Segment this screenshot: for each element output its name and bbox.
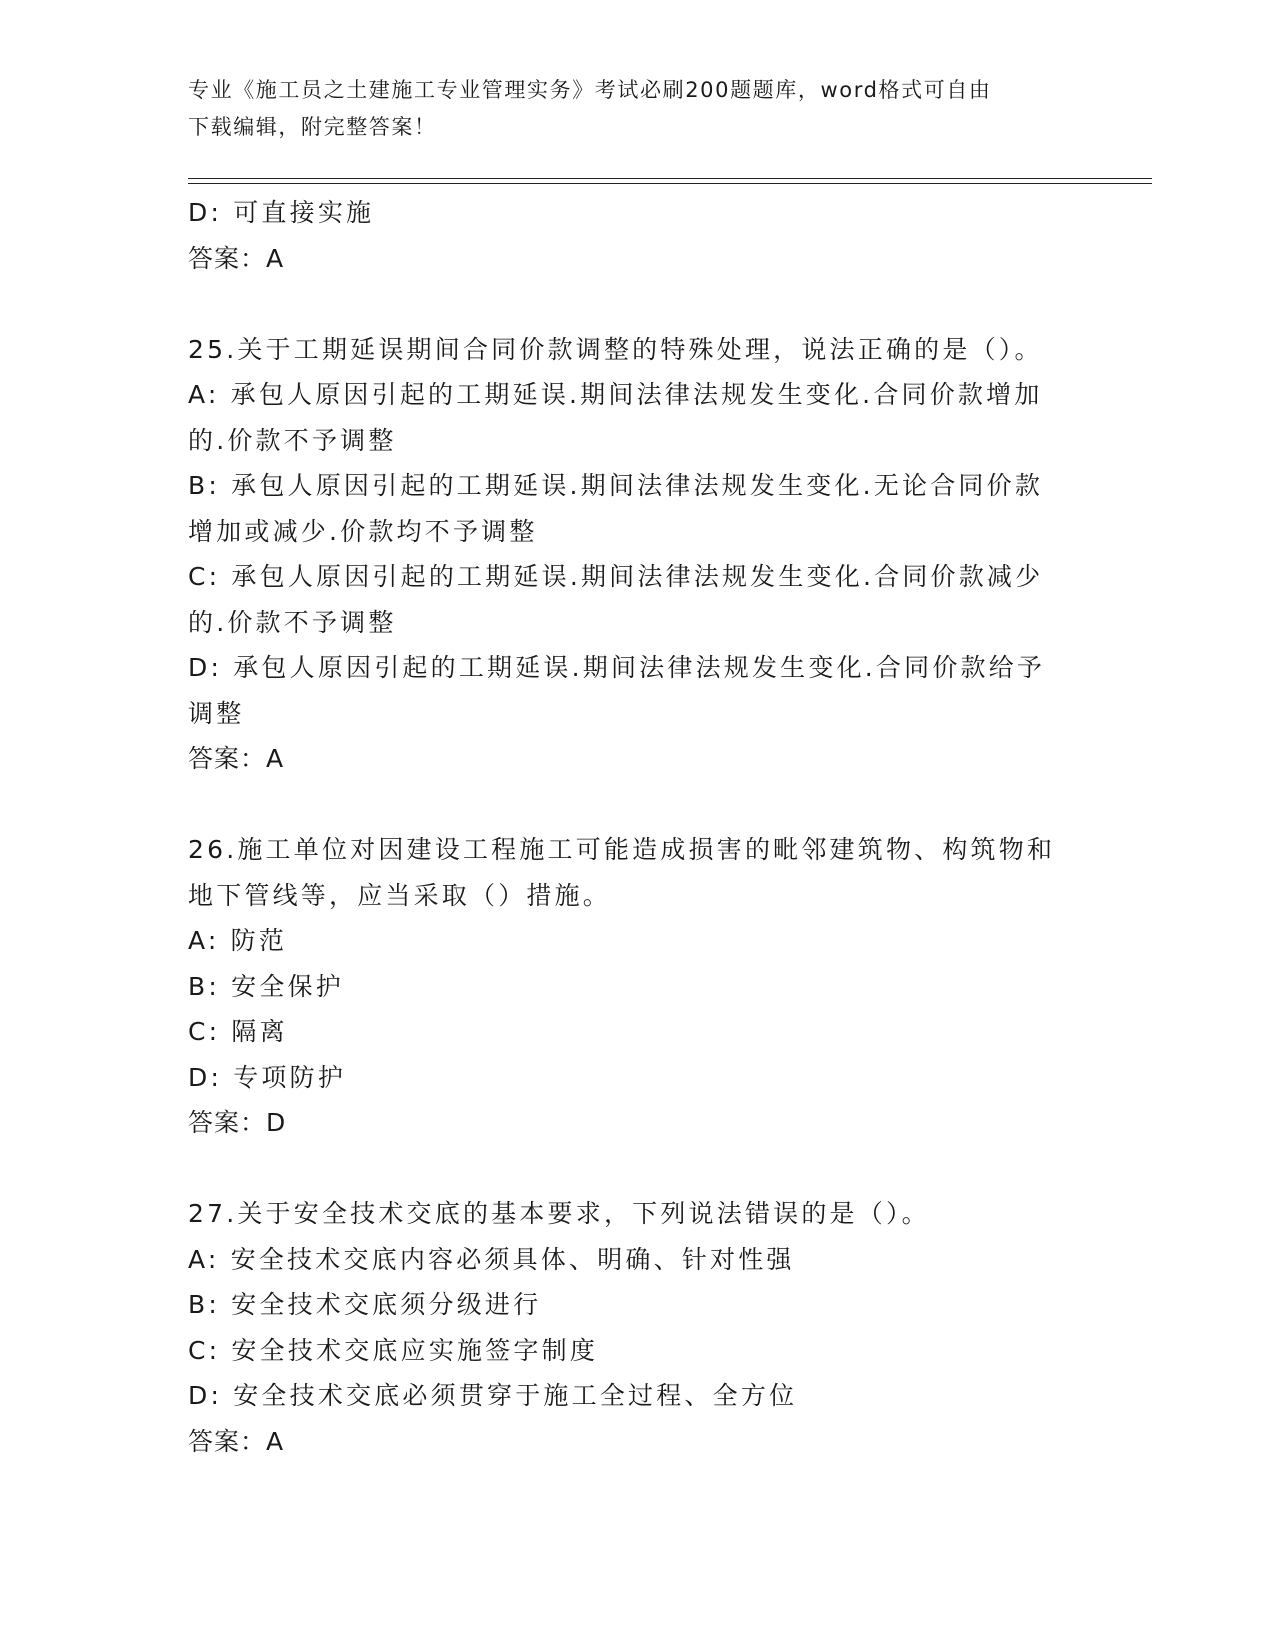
answer-line: 答案：D bbox=[188, 1108, 287, 1137]
option-line: C: 承包人原因引起的工期延误.期间法律法规发生变化.合同价款减少 bbox=[188, 562, 1044, 591]
option-line: 增加或减少.价款均不予调整 bbox=[188, 516, 538, 546]
option-line: B: 承包人原因引起的工期延误.期间法律法规发生变化.无论合同价款 bbox=[188, 471, 1044, 500]
option-line: D: 可直接实施 bbox=[188, 198, 375, 227]
spacer bbox=[188, 782, 1088, 828]
question-block bbox=[188, 327, 1088, 782]
answer-line: 答案：A bbox=[188, 1426, 285, 1456]
question-stem: 地下管线等，应当采取（）措施。 bbox=[188, 880, 612, 910]
header-divider bbox=[188, 178, 1152, 179]
question-list bbox=[188, 190, 1088, 1464]
question-stem: 26.施工单位对因建设工程施工可能造成损害的毗邻建筑物、构筑物和 bbox=[188, 835, 1056, 864]
spacer bbox=[188, 1146, 1088, 1192]
option-line: 的.价款不予调整 bbox=[188, 425, 397, 455]
option-line: 调整 bbox=[188, 698, 245, 728]
option-line: C: 安全技术交底应实施签字制度 bbox=[188, 1335, 599, 1365]
option-line: A: 防范 bbox=[188, 926, 288, 955]
answer-line: 答案：A bbox=[188, 744, 285, 773]
document-header bbox=[188, 72, 1068, 146]
header-divider bbox=[188, 183, 1152, 184]
option-line: C: 隔离 bbox=[188, 1017, 288, 1046]
answer-line: 答案：A bbox=[188, 243, 285, 273]
option-line: 的.价款不予调整 bbox=[188, 607, 397, 637]
option-line: A: 安全技术交底内容必须具体、明确、针对性强 bbox=[188, 1244, 795, 1274]
option-line: D: 安全技术交底必须贯穿于施工全过程、全方位 bbox=[188, 1381, 798, 1410]
option-line: B: 安全技术交底须分级进行 bbox=[188, 1290, 542, 1319]
header-line: 下载编辑，附完整答案！ bbox=[188, 115, 437, 139]
option-line: A: 承包人原因引起的工期延误.期间法律法规发生变化.合同价款增加 bbox=[188, 380, 1043, 409]
option-line: D: 承包人原因引起的工期延误.期间法律法规发生变化.合同价款给予 bbox=[188, 653, 1046, 682]
question-block bbox=[188, 827, 1088, 1146]
question-stem: 27.关于安全技术交底的基本要求，下列说法错误的是（）。 bbox=[188, 1199, 930, 1228]
spacer bbox=[188, 281, 1088, 327]
question-block bbox=[188, 1191, 1088, 1464]
header-line: 专业《施工员之土建施工专业管理实务》考试必刷200题题库，word格式可自由 bbox=[188, 78, 992, 102]
option-line: B: 安全保护 bbox=[188, 971, 344, 1001]
question-stem: 25.关于工期延误期间合同价款调整的特殊处理，说法正确的是（）。 bbox=[188, 334, 1043, 364]
option-line: D: 专项防护 bbox=[188, 1062, 347, 1092]
